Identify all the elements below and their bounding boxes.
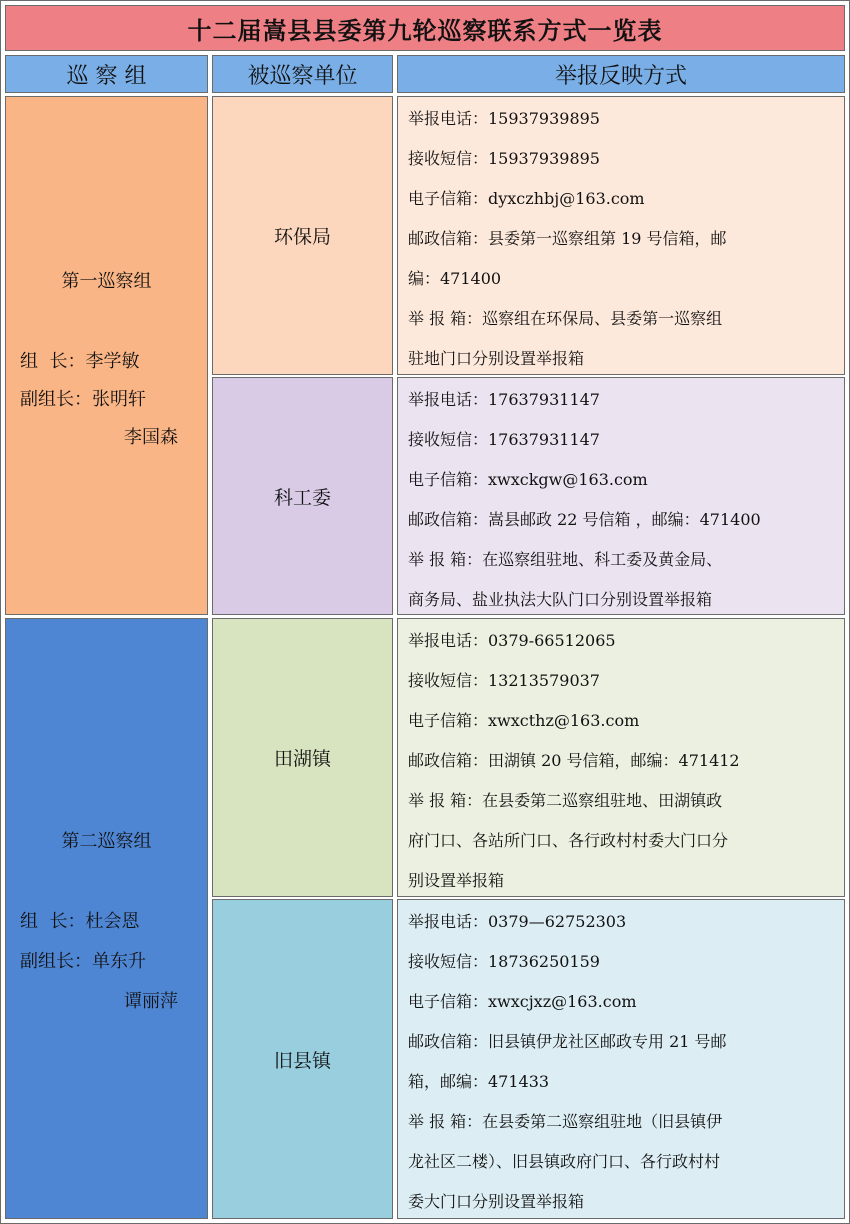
contact-line: 邮政信箱：嵩县邮政 22 号信箱 ，邮编：471400: [408, 510, 761, 529]
contact-line: 邮政信箱：田湖镇 20 号信箱，邮编：471412: [408, 751, 740, 770]
contact-line: 接收短信：17637931147: [408, 430, 600, 449]
contact-line: 商务局、盐业执法大队门口分别设置举报箱: [408, 590, 713, 609]
contact-line: 举报电话：0379—62752303: [408, 912, 627, 931]
contact-cell-tianhu: [397, 618, 845, 897]
contact-line: 电子信箱：xwxcthz@163.com: [408, 711, 640, 730]
contact-line: 电子信箱：xwxckgw@163.com: [408, 470, 648, 489]
contact-line: 接收短信：18736250159: [408, 952, 600, 971]
unit-cell-tianhu: 田湖镇: [212, 618, 393, 897]
header-group: 巡 察 组: [5, 55, 208, 93]
contact-line: 举 报 箱：在县委第二巡察组驻地（旧县镇伊: [408, 1112, 723, 1131]
group-deputy-2: 谭丽萍: [124, 991, 178, 1012]
contact-line: 驻地门口分别设置举报箱: [408, 349, 585, 368]
contact-line: 举 报 箱：巡察组在环保局、县委第一巡察组: [408, 309, 723, 328]
group-leader: 组 长：李学敏: [20, 351, 140, 372]
unit-cell-huanbao: 环保局: [212, 96, 393, 375]
contact-line: 电子信箱：dyxczhbj@163.com: [408, 189, 645, 208]
table-title: 十二届嵩县县委第九轮巡察联系方式一览表: [5, 5, 845, 51]
contact-line: 邮政信箱：县委第一巡察组第 19 号信箱，邮: [408, 229, 727, 248]
header-method: 举报反映方式: [397, 55, 845, 93]
contact-cell-jiuxian: [397, 899, 845, 1219]
group-cell-2: [5, 618, 208, 1219]
contact-line: 接收短信：15937939895: [408, 149, 600, 168]
contact-line: 邮政信箱：旧县镇伊龙社区邮政专用 21 号邮: [408, 1032, 727, 1051]
group-name: 第一巡察组: [61, 271, 152, 292]
contact-line: 委大门口分别设置举报箱: [408, 1192, 585, 1211]
unit-cell-kegongwei: 科工委: [212, 377, 393, 615]
contact-line: 举 报 箱：在县委第二巡察组驻地、田湖镇政: [408, 791, 723, 810]
group-deputy: 副组长：张明轩: [20, 389, 146, 410]
contact-line: 府门口、各站所门口、各行政村村委大门口分: [408, 831, 729, 850]
contact-cell-huanbao: [397, 96, 845, 375]
contact-line: 举报电话：17637931147: [408, 390, 600, 409]
group-cell-1: [5, 96, 208, 615]
contact-line: 龙社区二楼）、旧县镇政府门口、各行政村村: [408, 1152, 721, 1171]
group-name: 第二巡察组: [61, 831, 152, 852]
header-unit: 被巡察单位: [212, 55, 393, 93]
contact-line: 举 报 箱：在巡察组驻地、科工委及黄金局、: [408, 550, 723, 569]
contact-line: 编：471400: [408, 269, 502, 288]
group-deputy-2: 李国森: [124, 427, 178, 448]
contact-line: 箱，邮编：471433: [408, 1072, 550, 1091]
contact-line: 接收短信：13213579037: [408, 671, 600, 690]
group-leader: 组 长：杜会恩: [20, 911, 140, 932]
contact-line: 电子信箱：xwxcjxz@163.com: [408, 992, 637, 1011]
contact-line: 举报电话：0379-66512065: [408, 631, 616, 650]
contact-cell-kegongwei: [397, 377, 845, 615]
group-deputy: 副组长：单东升: [20, 951, 146, 972]
unit-cell-jiuxian: 旧县镇: [212, 899, 393, 1219]
contact-line: 举报电话：15937939895: [408, 109, 600, 128]
contact-line: 别设置举报箱: [408, 871, 505, 890]
